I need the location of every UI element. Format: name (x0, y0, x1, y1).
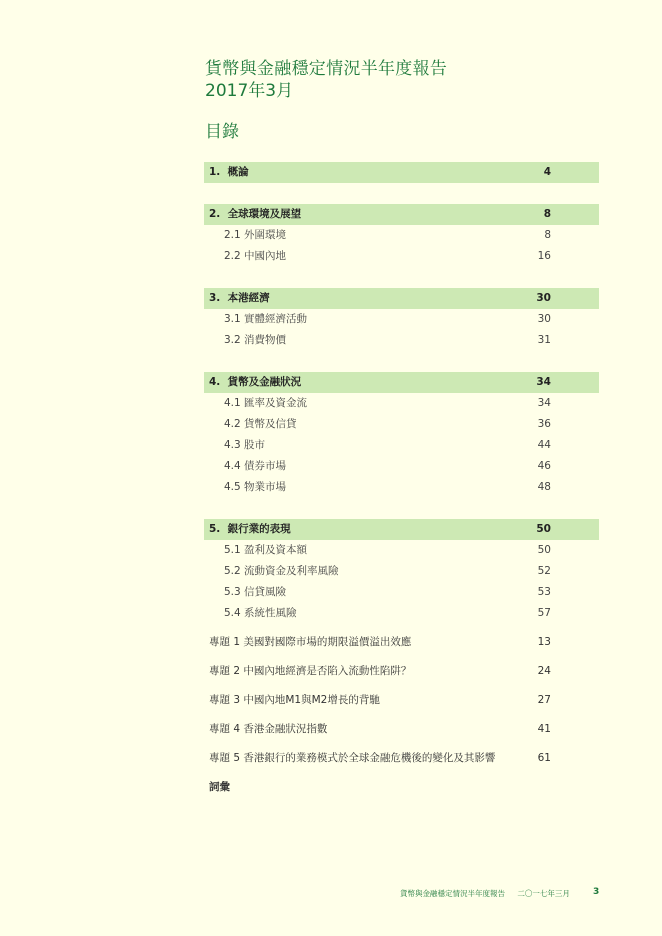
chapter-label: 1. 概論 (209, 166, 249, 178)
section-label: 4.2 貨幣及信貸 (224, 418, 297, 430)
section-label: 5.4 系統性風險 (224, 607, 297, 619)
box-page: 13 (537, 636, 551, 648)
toc-chapter-2[interactable] (204, 204, 599, 225)
section-page: 8 (544, 229, 551, 241)
section-label: 2.1 外圍環境 (224, 229, 287, 241)
toc-section-5-1[interactable] (204, 540, 599, 561)
section-label: 4.5 物業市場 (224, 481, 287, 493)
box-page: 41 (537, 723, 551, 735)
toc-chapter-1[interactable] (204, 162, 599, 183)
toc-section-5-3[interactable] (204, 582, 599, 603)
page-number: 3 (593, 887, 600, 897)
section-page: 44 (537, 439, 551, 451)
toc-section-4-1[interactable] (204, 393, 599, 414)
box-label: 專題 5 香港銀行的業務模式於全球金融危機後的變化及其影響 (209, 752, 496, 764)
page-footer (400, 887, 600, 899)
toc-box-4[interactable] (204, 715, 599, 744)
toc-section-3-1[interactable] (204, 309, 599, 330)
section-page: 53 (537, 586, 551, 598)
toc-section-2-2[interactable] (204, 246, 599, 267)
chapter-page: 34 (536, 376, 551, 388)
toc-chapter-3[interactable] (204, 288, 599, 309)
section-page: 52 (537, 565, 551, 577)
chapter-label: 3. 本港經濟 (209, 292, 270, 304)
toc-box-1[interactable] (204, 628, 599, 657)
section-page: 31 (537, 334, 551, 346)
toc-section-5-2[interactable] (204, 561, 599, 582)
section-page: 34 (537, 397, 551, 409)
section-page: 36 (537, 418, 551, 430)
toc-section-4-4[interactable] (204, 456, 599, 477)
section-page: 16 (537, 250, 551, 262)
section-label: 5.3 信貸風險 (224, 586, 287, 598)
toc-section-5-4[interactable] (204, 603, 599, 624)
section-page: 30 (537, 313, 551, 325)
glossary-label: 詞彙 (209, 781, 230, 793)
section-label: 4.1 匯率及資金流 (224, 397, 308, 409)
chapter-label: 5. 銀行業的表現 (209, 523, 291, 535)
toc-box-2[interactable] (204, 657, 599, 686)
box-label: 專題 1 美國對國際市場的期限溢價溢出效應 (209, 636, 412, 648)
toc-section-4-2[interactable] (204, 414, 599, 435)
toc-chapter-4[interactable] (204, 372, 599, 393)
report-header (205, 58, 447, 102)
toc-heading: 目錄 (205, 122, 239, 142)
section-label: 4.3 股市 (224, 439, 266, 451)
toc-section-3-2[interactable] (204, 330, 599, 351)
section-label: 3.1 實體經濟活動 (224, 313, 308, 325)
box-label: 專題 4 香港金融狀況指數 (209, 723, 328, 735)
chapter-page: 50 (536, 523, 551, 535)
section-page: 57 (537, 607, 551, 619)
toc-chapter-5[interactable] (204, 519, 599, 540)
section-label: 5.2 流動資金及利率風險 (224, 565, 339, 577)
box-label: 專題 3 中國內地M1與M2增長的背馳 (209, 694, 380, 706)
section-label: 5.1 盈利及資本額 (224, 544, 308, 556)
toc-section-4-3[interactable] (204, 435, 599, 456)
toc-box-3[interactable] (204, 686, 599, 715)
chapter-label: 2. 全球環境及展望 (209, 208, 302, 220)
chapter-page: 30 (536, 292, 551, 304)
toc-section-2-1[interactable] (204, 225, 599, 246)
section-page: 46 (537, 460, 551, 472)
section-page: 50 (537, 544, 551, 556)
chapter-page: 4 (543, 166, 551, 178)
toc-glossary[interactable] (204, 773, 599, 802)
toc-box-5[interactable] (204, 744, 599, 773)
report-title: 貨幣與金融穩定情況半年度報告 (205, 59, 448, 79)
footer-date: 二〇一七年三月 (517, 889, 570, 898)
box-label: 專題 2 中國內地經濟是否陷入流動性陷阱？ (209, 665, 412, 677)
report-date: 2017年3月 (205, 81, 294, 101)
toc-section-4-5[interactable] (204, 477, 599, 498)
footer-title: 貨幣與金融穩定情況半年度報告 (400, 889, 505, 898)
box-page: 27 (537, 694, 551, 706)
section-label: 4.4 債券市場 (224, 460, 287, 472)
box-page: 61 (537, 752, 551, 764)
chapter-label: 4. 貨幣及金融狀況 (209, 376, 302, 388)
section-label: 3.2 消費物價 (224, 334, 287, 346)
section-page: 48 (537, 481, 551, 493)
section-label: 2.2 中國內地 (224, 250, 287, 262)
box-page: 24 (537, 665, 551, 677)
table-of-contents (204, 162, 599, 802)
chapter-page: 8 (543, 208, 551, 220)
